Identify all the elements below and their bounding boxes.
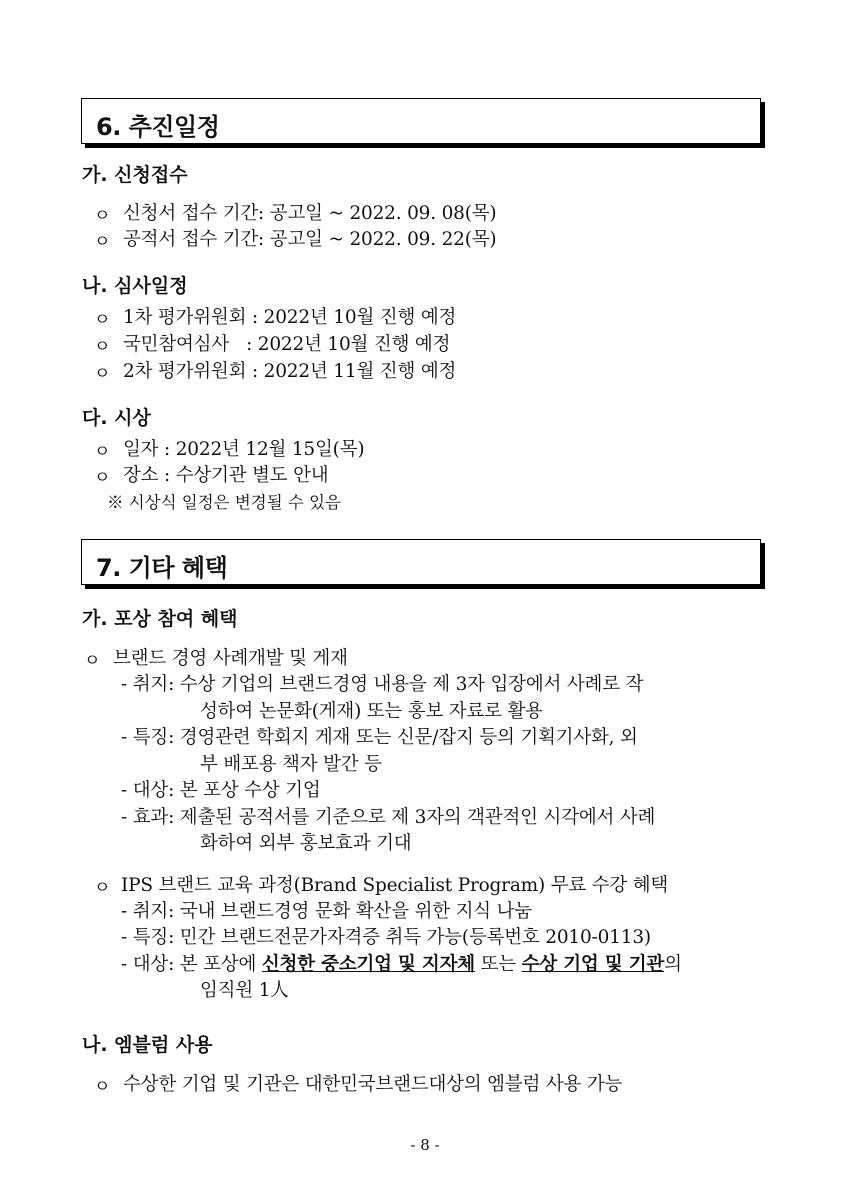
sec7-a-e3-post: 의 [664, 954, 682, 975]
sec6-a-item2: 공적서 접수 기간: 공고일 ~ 2022. 09. 22(목) [123, 229, 497, 250]
sec7-a-item1: 브랜드 경영 사례개발 및 게재 [113, 648, 348, 669]
bullet: ㅇ [94, 310, 111, 330]
sec7-a-e3-underline1: 신청한 중소기업 및 지자체 [261, 954, 475, 975]
sec6-a-item1: 신청서 접수 기간: 공고일 ~ 2022. 09. 08(목) [123, 203, 497, 224]
sec7-a-d4: - 효과: 제출된 공적서를 기준으로 제 3자의 객관적인 시각에서 사례 [121, 807, 656, 828]
sec7-a-e3-underline2: 수상 기업 및 기관 [521, 954, 665, 975]
sec7-a-d2b: 부 배포용 책자 발간 등 [200, 754, 382, 775]
bullet: ㅇ [84, 651, 101, 671]
sec6-b-heading: 나. 심사일정 [82, 275, 188, 297]
sec6-a-heading: 가. 신청접수 [82, 164, 188, 186]
bullet: ㅇ [94, 442, 111, 462]
bullet: ㅇ [94, 878, 111, 898]
sec6-b-item2: 국민참여심사 : 2022년 10월 진행 예정 [123, 334, 451, 355]
section-7-title: 7. 기타 혜택 [96, 554, 228, 582]
sec7-a-e3b: 임직원 1人 [200, 980, 289, 1001]
sec7-a-d1b: 성하여 논문화(게재) 또는 홍보 자료로 활용 [200, 701, 543, 722]
sec6-c-item2: 장소 : 수상기관 별도 안내 [123, 465, 329, 486]
sec7-b-item1: 수상한 기업 및 기관은 대한민국브랜드대상의 엠블럼 사용 가능 [123, 1074, 623, 1095]
sec6-c-note: ※ 시상식 일정은 변경될 수 있음 [107, 493, 341, 512]
sec7-a-d1: - 취지: 수상 기업의 브랜드경영 내용을 제 3자 입장에서 사례로 작 [121, 674, 644, 695]
sec7-a-e3 [121, 950, 682, 976]
page-number: - 8 - [410, 1136, 440, 1154]
sec7-a-e1: - 취지: 국내 브랜드경영 문화 확산을 위한 지식 나눔 [121, 901, 532, 922]
sec6-b-item1: 1차 평가위원회 : 2022년 10월 진행 예정 [123, 307, 457, 328]
bullet: ㅇ [94, 1077, 111, 1097]
bullet: ㅇ [94, 364, 111, 384]
sec7-a-e3-pre: - 대상: 본 포상에 [121, 954, 262, 975]
bullet: ㅇ [94, 337, 111, 357]
sec7-a-heading: 가. 포상 참여 혜택 [82, 608, 238, 630]
sec7-a-d4b: 화하여 외부 홍보효과 기대 [200, 833, 412, 854]
bullet: ㅇ [94, 232, 111, 252]
sec7-a-e3-mid: 또는 [474, 954, 522, 975]
sec7-a-d2: - 특징: 경영관련 학회지 게재 또는 신문/잡지 등의 기획기사화, 외 [121, 727, 638, 748]
sec7-a-item2: IPS 브랜드 교육 과정(Brand Specialist Program) 무료 수강 혜택 [121, 875, 669, 896]
sec6-c-heading: 다. 시상 [82, 407, 151, 429]
section-6-header [81, 98, 761, 144]
bullet: ㅇ [94, 468, 111, 488]
section-6-title: 6. 추진일정 [96, 113, 220, 141]
sec6-b-item3: 2차 평가위원회 : 2022년 11월 진행 예정 [123, 361, 457, 382]
section-7-header [81, 539, 761, 585]
sec7-a-e2: - 특징: 민간 브랜드전문가자격증 취득 가능(등록번호 2010-0113) [121, 927, 651, 948]
sec6-c-item1: 일자 : 2022년 12월 15일(목) [123, 439, 365, 460]
sec7-b-heading: 나. 엠블럼 사용 [82, 1034, 213, 1056]
bullet: ㅇ [94, 206, 111, 226]
sec7-a-d3: - 대상: 본 포상 수상 기업 [121, 780, 321, 801]
